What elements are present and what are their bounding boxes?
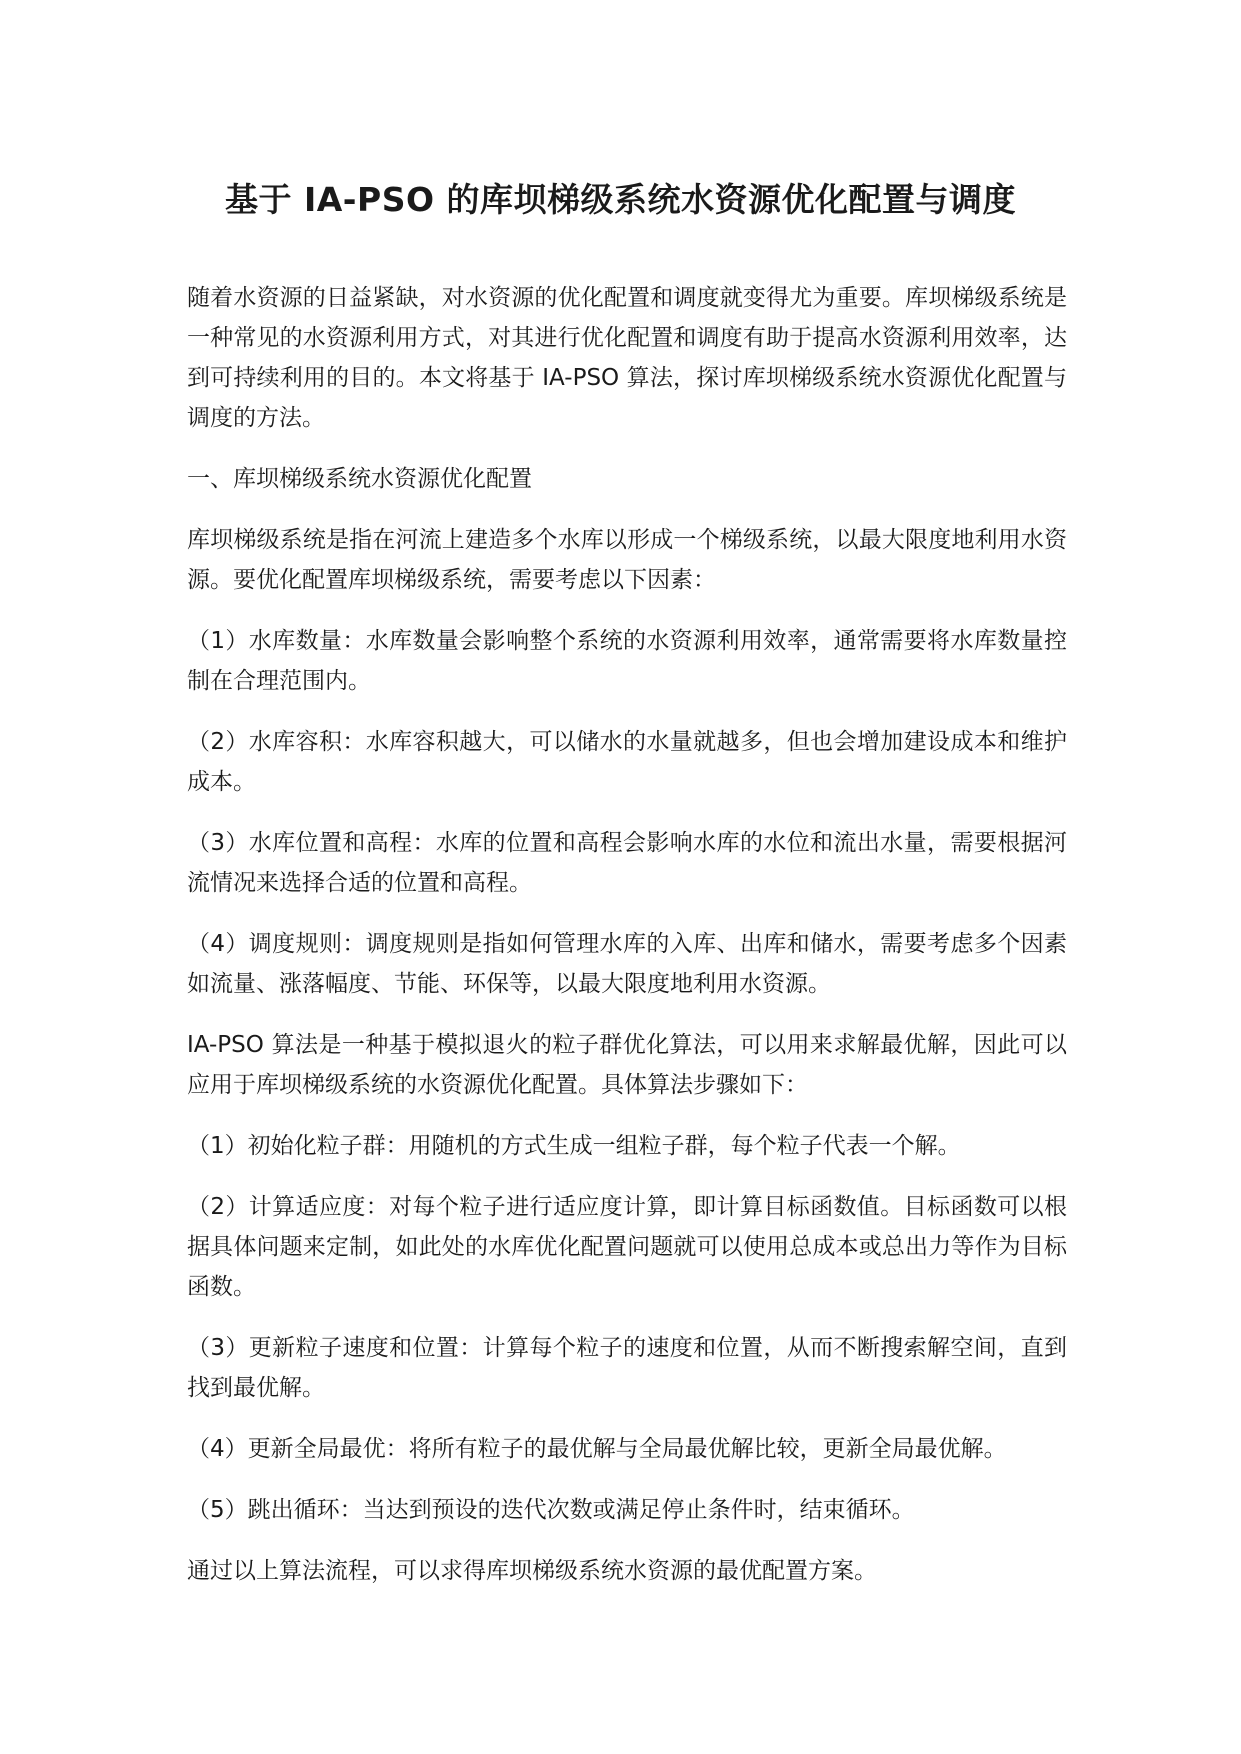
algorithm-step: （2）计算适应度：对每个粒子进行适应度计算，即计算目标函数值。目标函数可以根据具体问题来定制，如此处的水库优化配置问题就可以使用总成本或总出力等作为目标函数。: [187, 1194, 1067, 1300]
document-title: 基于 IA-PSO 的库坝梯级系统水资源优化配置与调度: [225, 180, 1016, 219]
factor-item: （1）水库数量：水库数量会影响整个系统的水资源利用效率，通常需要将水库数量控制在合理范围内。: [187, 628, 1067, 694]
section-heading: 一、库坝梯级系统水资源优化配置: [187, 466, 532, 492]
conclusion-paragraph: 通过以上算法流程，可以求得库坝梯级系统水资源的最优配置方案。: [187, 1558, 877, 1584]
intro-paragraph: 随着水资源的日益紧缺，对水资源的优化配置和调度就变得尤为重要。库坝梯级系统是一种常见的水资源利用方式，对其进行优化配置和调度有助于提高水资源利用效率，达到可持续利用的目的。本文将基于 IA-PSO 算法，探讨库坝梯级系统水资源优化配置与调度的方法。: [187, 285, 1067, 431]
body-paragraph: 库坝梯级系统是指在河流上建造多个水库以形成一个梯级系统，以最大限度地利用水资源。要优化配置库坝梯级系统，需要考虑以下因素：: [187, 527, 1067, 593]
algorithm-step: （4）更新全局最优：将所有粒子的最优解与全局最优解比较，更新全局最优解。: [187, 1436, 1007, 1462]
factor-item: （2）水库容积：水库容积越大，可以储水的水量就越多，但也会增加建设成本和维护成本。: [187, 729, 1067, 795]
document-body: [187, 278, 1067, 1612]
body-paragraph: IA-PSO 算法是一种基于模拟退火的粒子群优化算法，可以用来求解最优解，因此可以应用于库坝梯级系统的水资源优化配置。具体算法步骤如下：: [187, 1032, 1067, 1098]
factor-item: （3）水库位置和高程：水库的位置和高程会影响水库的水位和流出水量，需要根据河流情况来选择合适的位置和高程。: [187, 830, 1067, 896]
algorithm-step: （3）更新粒子速度和位置：计算每个粒子的速度和位置，从而不断搜索解空间，直到找到最优解。: [187, 1335, 1067, 1401]
algorithm-step: （1）初始化粒子群：用随机的方式生成一组粒子群，每个粒子代表一个解。: [187, 1133, 961, 1159]
algorithm-step: （5）跳出循环：当达到预设的迭代次数或满足停止条件时，结束循环。: [187, 1497, 915, 1523]
factor-item: （4）调度规则：调度规则是指如何管理水库的入库、出库和储水，需要考虑多个因素如流量、涨落幅度、节能、环保等，以最大限度地利用水资源。: [187, 931, 1067, 997]
